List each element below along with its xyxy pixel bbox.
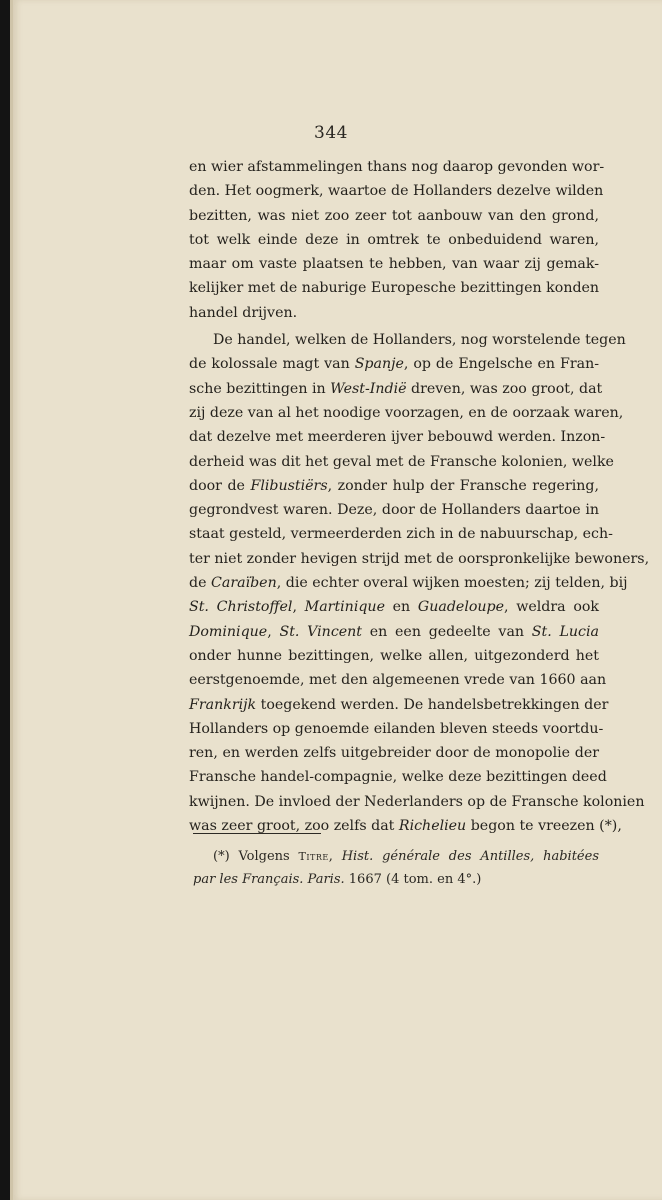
- group-name: Caraïben: [211, 575, 277, 592]
- text-line: [189, 571, 628, 595]
- place-name: St. Christoffel: [189, 599, 293, 616]
- text-line: dat dezelve met meerderen ijver bebouwd werden. Inzon-: [189, 429, 606, 446]
- place-name: Frankrijk: [189, 696, 257, 713]
- text-run: sche bezittingen in: [189, 380, 331, 397]
- page-number: 344: [314, 123, 348, 143]
- text-run: , zonder hulp der Fransche regering,: [327, 477, 599, 494]
- text-line: Hollanders op genoemde eilanden bleven steeds voortdu-: [189, 720, 604, 737]
- text-run: , die echter overal wijken moesten; zij telden, bij: [276, 575, 628, 592]
- place-name: Martinique: [304, 599, 385, 616]
- text-run: de: [189, 575, 211, 592]
- text-run: en een gedeelte van: [362, 623, 532, 640]
- text-line: den. Het oogmerk, waartoe de Hollanders dezelve wilden: [189, 183, 604, 200]
- text-run: ,: [292, 599, 305, 616]
- text-run: door de: [189, 477, 251, 494]
- footnote-title: Hist. générale des Antilles, habitées: [341, 849, 599, 864]
- text-line: staat gesteld, vermeerderden zich in de nabuurschap, ech-: [189, 526, 613, 543]
- text-line: en wier afstammelingen thans nog daarop gevonden wor-: [189, 159, 605, 175]
- text-line: derheid was dit het geval met de Fransche kolonien, welke: [189, 453, 614, 470]
- text-line: [189, 595, 599, 619]
- text-line: gegrondvest waren. Deze, door de Hollanders daartoe in: [189, 502, 599, 519]
- footnote-line: [193, 868, 599, 891]
- text-line: [189, 352, 599, 376]
- text-line: ren, en werden zelfs uitgebreider door de monopolie der: [189, 745, 599, 762]
- place-name: St. Lucia: [531, 623, 599, 640]
- text-run: dreven, was zoo groot, dat: [406, 380, 603, 397]
- place-name: Guadeloupe: [417, 599, 505, 616]
- place-name: Dominique: [189, 623, 268, 640]
- text-line: [189, 474, 599, 498]
- text-line: ter niet zonder hevigen strijd met de oorspronkelijke bewoners,: [189, 550, 650, 567]
- text-run: toegekend werden. De handelsbetrekkingen der: [256, 696, 609, 713]
- footnote-marker: (*) Volgens: [213, 849, 299, 864]
- group-name: Flibustiërs: [250, 477, 328, 494]
- paragraph: [189, 328, 650, 838]
- text-run: ,: [328, 849, 342, 864]
- place-name: West-Indië: [330, 380, 407, 397]
- text-run: begon te vreezen (*),: [466, 818, 622, 835]
- person-name: Richelieu: [398, 818, 467, 835]
- footnote-divider: [193, 833, 321, 834]
- text-run: en: [384, 599, 418, 616]
- text-line: kelijker met de naburige Europesche bezittingen konden: [189, 280, 600, 297]
- footnote-details: 1667 (4 tom. en 4°.): [344, 872, 482, 887]
- paragraph: [189, 155, 605, 325]
- body-text: [189, 155, 650, 838]
- text-line: De handel, welken de Hollanders, nog worstelende tegen: [213, 332, 626, 349]
- text-line: maar om vaste plaatsen te hebben, van waar zij gemak-: [189, 256, 599, 273]
- footnote-author: Titre: [298, 850, 329, 863]
- text-run: de kolossale magt van: [189, 356, 355, 373]
- text-line: onder hunne bezittingen, welke allen, uitgezonderd het: [189, 647, 599, 664]
- text-line: [189, 814, 622, 838]
- text-line: bezitten, was niet zoo zeer tot aanbouw van den grond,: [189, 207, 599, 224]
- text-run: was zeer groot, zoo zelfs dat: [189, 818, 399, 835]
- place-name: Spanje: [354, 356, 404, 373]
- text-line: tot welk einde deze in omtrek te onbeduidend waren,: [189, 231, 599, 248]
- footnote-line: [193, 845, 599, 868]
- footnote-title: par les Français. Paris.: [193, 872, 345, 887]
- text-line: handel drijven.: [189, 304, 298, 321]
- text-line: eerstgenoemde, met den algemeenen vrede van 1660 aan: [189, 672, 607, 689]
- text-run: ,: [267, 623, 280, 640]
- footnote: [193, 845, 599, 891]
- text-line: [189, 377, 603, 401]
- text-run: , weldra ook: [504, 599, 599, 616]
- text-run: , op de Engelsche en Fran-: [403, 356, 600, 373]
- text-line: [189, 620, 599, 644]
- place-name: St. Vincent: [279, 623, 362, 640]
- text-line: kwijnen. De invloed der Nederlanders op de Fransche kolonien: [189, 793, 645, 810]
- text-line: [189, 693, 609, 717]
- text-line: Fransche handel-compagnie, welke deze bezittingen deed: [189, 769, 607, 786]
- text-line: zij deze van al het noodige voorzagen, en de oorzaak waren,: [189, 404, 624, 421]
